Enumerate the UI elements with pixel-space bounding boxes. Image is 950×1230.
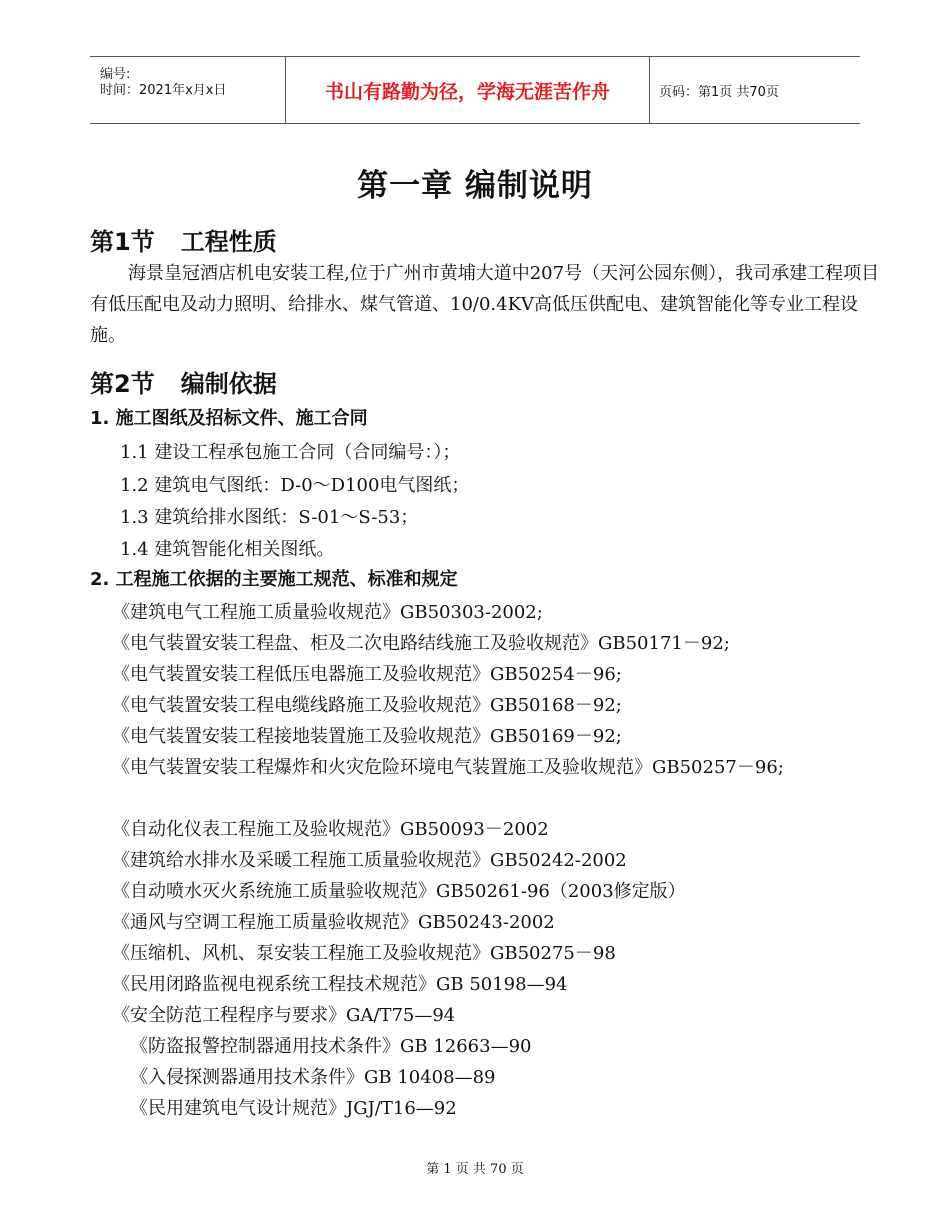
standard-item: 《建筑电气工程施工质量验收规范》GB50303-2002; xyxy=(112,602,543,623)
basis-heading-1: 1. 施工图纸及招标文件、施工合同 xyxy=(90,408,368,429)
basis-item: 1.1 建设工程承包施工合同（合同编号：）； xyxy=(120,442,461,463)
standard-item: 《建筑给水排水及采暖工程施工质量验收规范》GB50242-2002 xyxy=(112,850,627,871)
standard-item-long: 《电气装置安装工程爆炸和火灾危险环境电气装置施工及验收规范》GB50257－96; xyxy=(112,757,784,778)
section-2-text: 编制依据 xyxy=(180,370,277,398)
basis-item: 1.4 建筑智能化相关图纸。 xyxy=(120,539,335,560)
header-meta-cell xyxy=(90,57,285,123)
motto: 书山有路勤为径，学海无涯苦作舟 xyxy=(285,57,650,123)
standard-item: 《电气装置安装工程电缆线路施工及验收规范》GB50168－92; xyxy=(112,695,622,716)
header-table xyxy=(90,56,860,124)
time-label: 时间：2021年x月x日 xyxy=(100,83,227,98)
section-1-paragraph: 海景皇冠酒店机电安装工程,位于广州市黄埔大道中207号（天河公园东侧），我司承建工程项目有低压配电及动力照明、给排水、煤气管道、10/0.4KV高低压供配电、建筑智能化等专业工程设施。 xyxy=(90,263,880,346)
basis-heading-2: 2. 工程施工依据的主要施工规范、标准和规定 xyxy=(90,569,458,590)
basis-item: 1.2 建筑电气图纸：D-0～D100电气图纸； xyxy=(120,475,470,496)
standard-item: 《电气装置安装工程低压电器施工及验收规范》GB50254－96; xyxy=(112,664,622,685)
standard-item: 《民用闭路监视电视系统工程技术规范》GB 50198—94 xyxy=(112,974,568,995)
basis-item: 1.3 建筑给排水图纸：S-01～S-53； xyxy=(120,507,419,528)
number-label: 编号: xyxy=(100,67,131,82)
standard-item: 《电气装置安装工程接地装置施工及验收规范》GB50169－92; xyxy=(112,726,622,747)
section-1-number: 第1节 xyxy=(90,228,155,256)
standard-item: 《安全防范工程程序与要求》GA/T75—94 xyxy=(112,1005,456,1026)
standard-item: 《电气装置安装工程盘、柜及二次电路结线施工及验收规范》GB50171－92; xyxy=(112,633,730,654)
chapter-title: 第一章 编制说明 xyxy=(357,168,593,204)
page-footer: 第 1 页 共 70 页 xyxy=(426,1162,524,1177)
section-2-title xyxy=(90,364,277,399)
standard-item: 《自动化仪表工程施工及验收规范》GB50093－2002 xyxy=(112,819,549,840)
standard-item: 《通风与空调工程施工质量验收规范》GB50243-2002 xyxy=(112,912,555,933)
standard-item: 《入侵探测器通用技术条件》GB 10408—89 xyxy=(130,1067,496,1088)
page-label: 页码：第1页 共70页 xyxy=(659,84,779,100)
standard-item: 《民用建筑电气设计规范》JGJ/T16—92 xyxy=(130,1098,457,1119)
standard-item: 《自动喷水灭火系统施工质量验收规范》GB50261-96（2003修定版） xyxy=(112,881,686,902)
section-2-number: 第2节 xyxy=(90,370,155,398)
section-1-text: 工程性质 xyxy=(180,228,277,256)
standard-item: 《防盗报警控制器通用技术条件》GB 12663—90 xyxy=(130,1036,532,1057)
standard-item: 《压缩机、风机、泵安装工程施工及验收规范》GB50275－98 xyxy=(112,943,616,964)
section-1-title xyxy=(90,222,277,257)
